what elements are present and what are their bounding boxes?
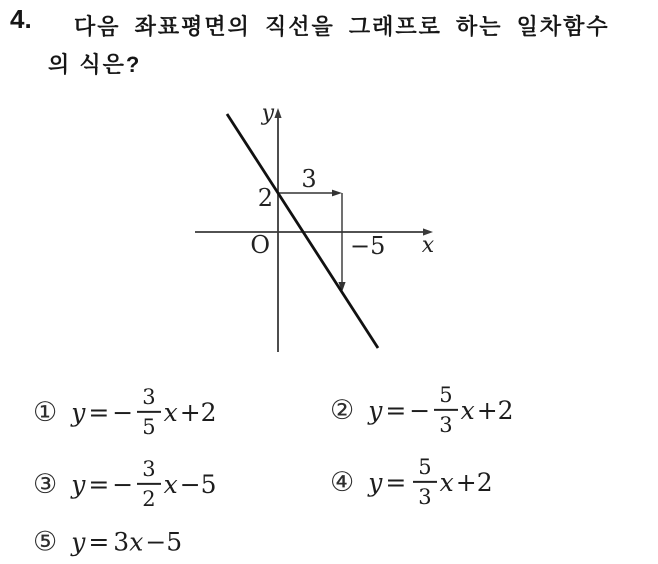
eq-numerator: 5 [413, 455, 436, 483]
question-text-line2: 의 식은? [48, 52, 142, 77]
eq-constant: +2 [179, 397, 217, 427]
eq-fraction [434, 383, 457, 437]
eq-var-x: x [129, 527, 144, 557]
eq-constant: +2 [476, 395, 514, 425]
option-2-equation [368, 383, 513, 437]
option-1-number: ① [33, 396, 58, 428]
eq-constant: +2 [455, 467, 493, 497]
eq-constant: −5 [179, 469, 217, 499]
question-text-line1: 다음 좌표평면의 직선을 그래프로 하는 일차함수 [74, 14, 610, 39]
eq-fraction [413, 455, 436, 509]
eq-sign: − [409, 395, 431, 425]
option-3-equation [71, 457, 216, 511]
eq-var-y: y [71, 397, 86, 427]
option-5-equation [71, 527, 183, 557]
eq-denominator: 5 [142, 415, 156, 439]
eq-var-x: x [460, 395, 475, 425]
eq-var-y: y [71, 469, 86, 499]
eq-var-y: y [368, 395, 383, 425]
eq-numerator: 5 [434, 383, 457, 411]
eq-var-x: x [439, 467, 454, 497]
option-5[interactable] [33, 526, 183, 558]
eq-equals: = [88, 397, 110, 427]
eq-equals: = [88, 527, 110, 557]
option-3-number: ③ [33, 468, 58, 500]
eq-sign: − [112, 397, 134, 427]
eq-var-y: y [71, 527, 86, 557]
origin-label: O [250, 231, 270, 259]
eq-equals: = [385, 395, 407, 425]
y-axis-label: y [261, 101, 274, 126]
y-intercept-label: 2 [257, 184, 273, 212]
eq-coefficient: 3 [113, 527, 130, 557]
run-label: 3 [301, 165, 317, 193]
option-2-number: ② [330, 394, 355, 426]
option-1[interactable] [33, 385, 217, 439]
coordinate-plane-figure [170, 95, 450, 360]
rise-label: −5 [350, 232, 386, 260]
eq-var-x: x [163, 469, 178, 499]
eq-equals: = [385, 467, 407, 497]
eq-numerator: 3 [137, 457, 160, 485]
eq-var-y: y [368, 467, 383, 497]
eq-fraction [137, 385, 160, 439]
question-number: 4. [10, 4, 32, 34]
eq-var-x: x [163, 397, 178, 427]
option-3[interactable] [33, 457, 217, 511]
option-5-number: ⑤ [33, 526, 58, 558]
eq-constant: −5 [145, 527, 183, 557]
eq-sign: − [112, 469, 134, 499]
option-4-equation [368, 455, 492, 509]
run-arrowhead-icon [332, 190, 342, 197]
option-4-number: ④ [330, 466, 355, 498]
eq-equals: = [88, 469, 110, 499]
y-axis-arrowhead-icon [274, 108, 281, 118]
eq-denominator: 3 [418, 485, 432, 509]
option-4[interactable] [330, 455, 493, 509]
eq-denominator: 2 [142, 487, 156, 511]
option-2[interactable] [330, 383, 514, 437]
eq-denominator: 3 [439, 413, 453, 437]
eq-fraction [137, 457, 160, 511]
option-1-equation [71, 385, 216, 439]
eq-numerator: 3 [137, 385, 160, 413]
graph-svg [170, 95, 450, 360]
x-axis-label: x [421, 233, 435, 258]
